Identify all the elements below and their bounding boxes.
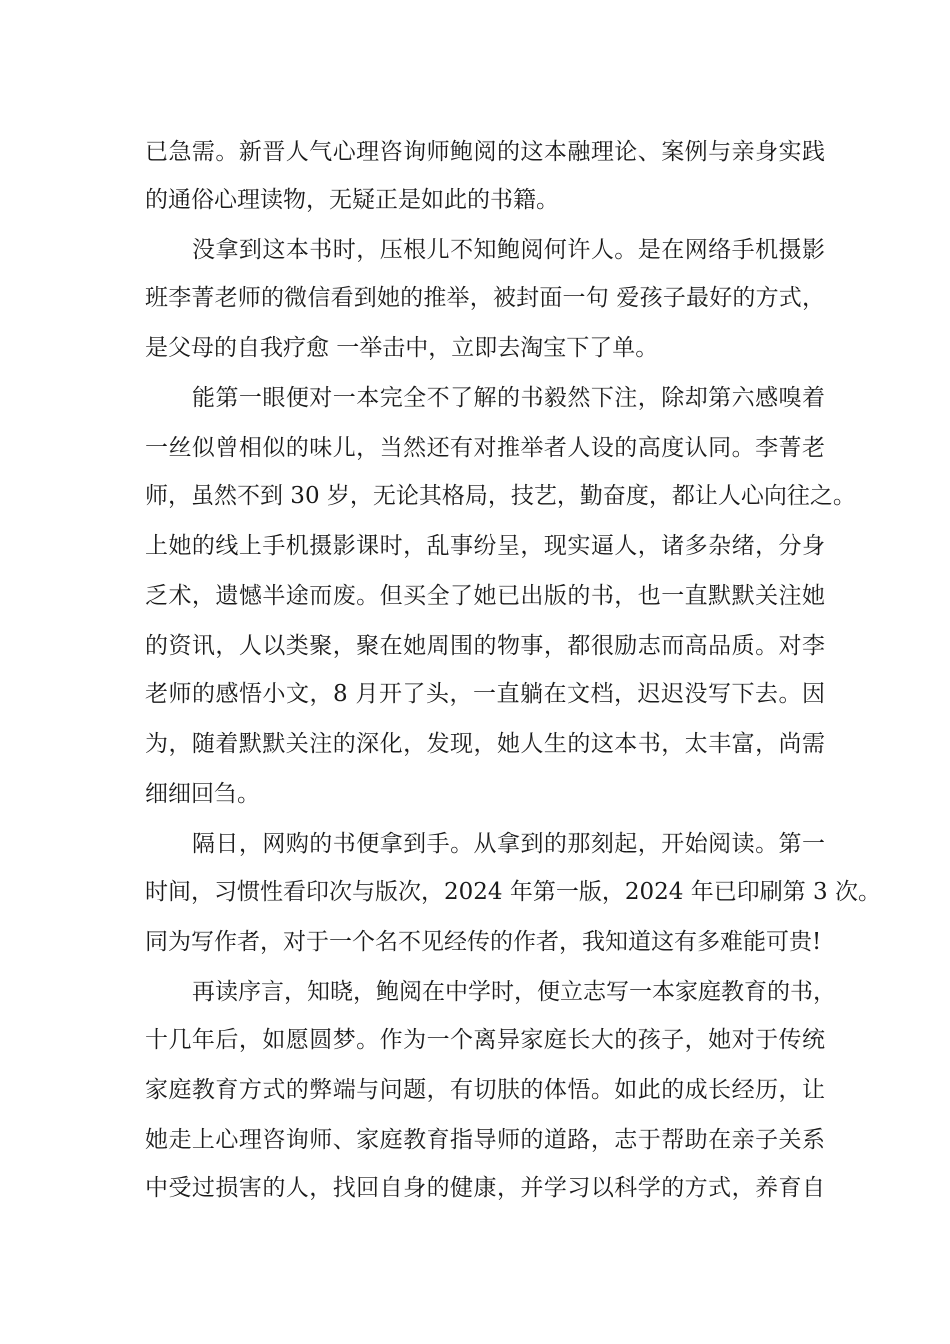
text-line: 师，虽然不到 30 岁，无论其格局，技艺，勤奋度，都让人心向往之。: [145, 483, 856, 509]
text-line: 已急需。新晋人气心理咨询师鲍阅的这本融理论、案例与亲身实践: [145, 139, 825, 165]
text-line: 再读序言，知晓，鲍阅在中学时，便立志写一本家庭教育的书，: [192, 979, 836, 1005]
text-line: 上她的线上手机摄影课时，乱事纷呈，现实逼人，诸多杂绪，分身: [145, 533, 825, 559]
text-line: 为，随着默默关注的深化，发现，她人生的这本书，太丰富，尚需: [145, 731, 825, 757]
text-line: 时间，习惯性看印次与版次，2024 年第一版，2024 年已印刷第 3 次。: [145, 879, 881, 905]
text-line: 隔日，网购的书便拿到手。从拿到的那刻起，开始阅读。第一: [192, 831, 825, 857]
text-line: 十几年后，如愿圆梦。作为一个离异家庭长大的孩子，她对于传统: [145, 1027, 825, 1053]
text-line: 一丝似曾相似的味儿，当然还有对推举者人设的高度认同。李菁老: [145, 435, 825, 461]
text-line: 她走上心理咨询师、家庭教育指导师的道路，志于帮助在亲子关系: [145, 1127, 825, 1153]
text-line: 中受过损害的人，找回自身的健康，并学习以科学的方式，养育自: [145, 1175, 825, 1201]
text-line: 的资讯，人以类聚，聚在她周围的物事，都很励志而高品质。对李: [145, 633, 825, 659]
text-line: 没拿到这本书时，压根儿不知鲍阅何许人。是在网络手机摄影: [192, 237, 825, 263]
text-line: 的通俗心理读物，无疑正是如此的书籍。: [145, 187, 559, 213]
text-line: 同为写作者，对于一个名不见经传的作者，我知道这有多难能可贵!: [145, 929, 822, 955]
text-line: 班李菁老师的微信看到她的推举，被封面一句 爱孩子最好的方式，: [145, 285, 825, 311]
text-line: 老师的感悟小文，8 月开了头，一直躺在文档，迟迟没写下去。因: [145, 681, 825, 707]
text-line: 家庭教育方式的弊端与问题，有切肤的体悟。如此的成长经历，让: [145, 1077, 825, 1103]
text-line: 乏术，遗憾半途而废。但买全了她已出版的书，也一直默默关注她: [145, 583, 825, 609]
text-line: 是父母的自我疗愈 一举击中，立即去淘宝下了单。: [145, 335, 659, 361]
text-line: 能第一眼便对一本完全不了解的书毅然下注，除却第六感嗅着: [192, 385, 825, 411]
text-line: 细细回刍。: [145, 781, 260, 807]
